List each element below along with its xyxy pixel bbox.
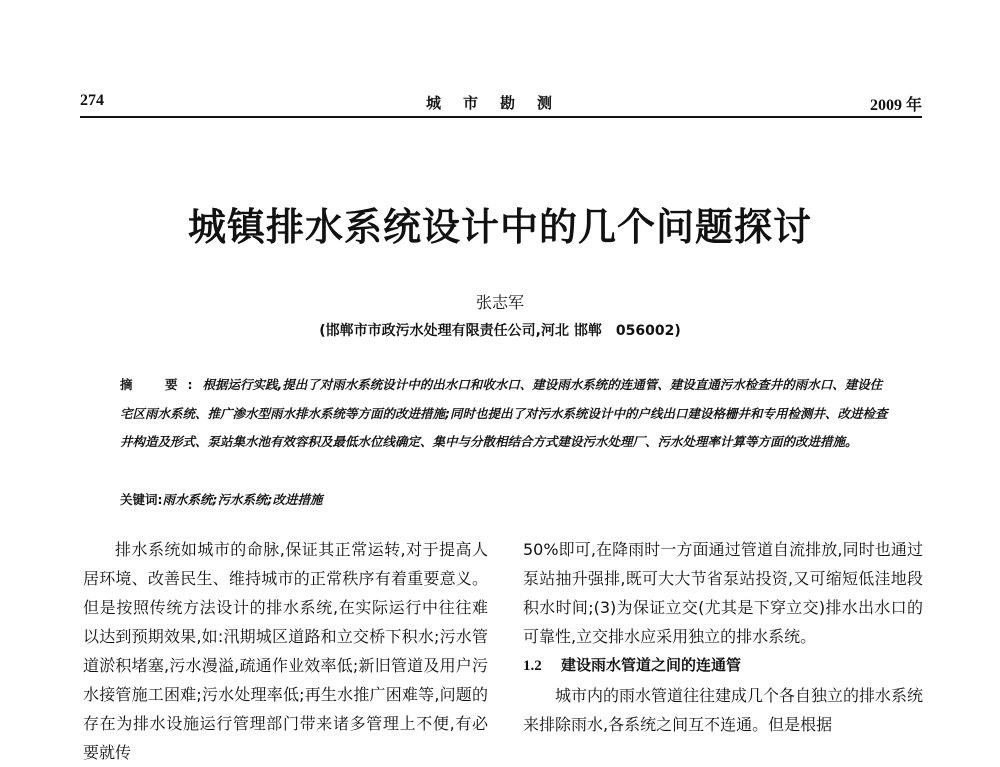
abstract [120,371,890,457]
body-paragraph-continued: 50%即可,在降雨时一方面通过管道自流排放,同时也通过泵站抽升强排,既可大大节省泵站投资,又可缩短低洼地段积水时间;(3)为保证立交(尤其是下穿立交)排水出水口的可靠性,立交排水应采用独立的排水系统。 [523,540,923,646]
section-title: 建设雨水管道之间的连通管 [561,656,742,674]
keywords-label: 关键词: [120,492,163,507]
body-paragraph: 城市内的雨水管道往往建成几个各自独立的排水系统来排除雨水,各系统之间互不连通。但是根据 [523,686,924,734]
section-heading [523,651,923,681]
keywords-text: 雨水系统;污水系统;改进措施 [162,492,323,507]
journal-name: 城市勘测 [425,94,574,112]
keywords [120,490,890,510]
abstract-text: 根据运行实践,提出了对雨水系统设计中的出水口和收水口、建设雨水系统的连通管、建设直通污水检查井的雨水口、建设住宅区雨水系统、推广渗水型雨水排水系统等方面的改进措施;同时也提出了对污水系统设计中的户线出口建设格栅井和专用检测井、改进检查井构造及形式、泵站集水池有效容积及最低水位线确定、集中与分散相结合方式建设污水处理厂、污水处理率计算等方面的改进措施。 [120,377,888,449]
left-column [83,535,488,767]
abstract-label: 摘 要: [120,377,203,392]
page-number: 274 [80,92,104,109]
affiliation: (邯郸市市政污水处理有限责任公司,河北 邯郸 056002) [319,323,681,339]
header-rule [80,116,922,118]
right-column [523,535,923,739]
author: 张志军 [475,293,524,312]
section-number: 1.2 [523,658,542,674]
article-title: 城镇排水系统设计中的几个问题探讨 [187,204,812,249]
body-paragraph: 排水系统如城市的命脉,保证其正常运转,对于提高人居环境、改善民生、维持城市的正常秩序有着重要意义。但是按照传统方法设计的排水系统,在实际运行中往往难以达到预期效果,如:汛期城区道路和立交桥下积水;污水管道淤积堵塞,污水漫溢,疏通作业效率低;新旧管道及用户污水接管施工困难;污水处理率低;再生水推广困难等,问题的存在为排水设施运行管理部门带来诸多管理上不便,有必要就传 [83,540,488,762]
year: 2009 年 [869,97,922,114]
